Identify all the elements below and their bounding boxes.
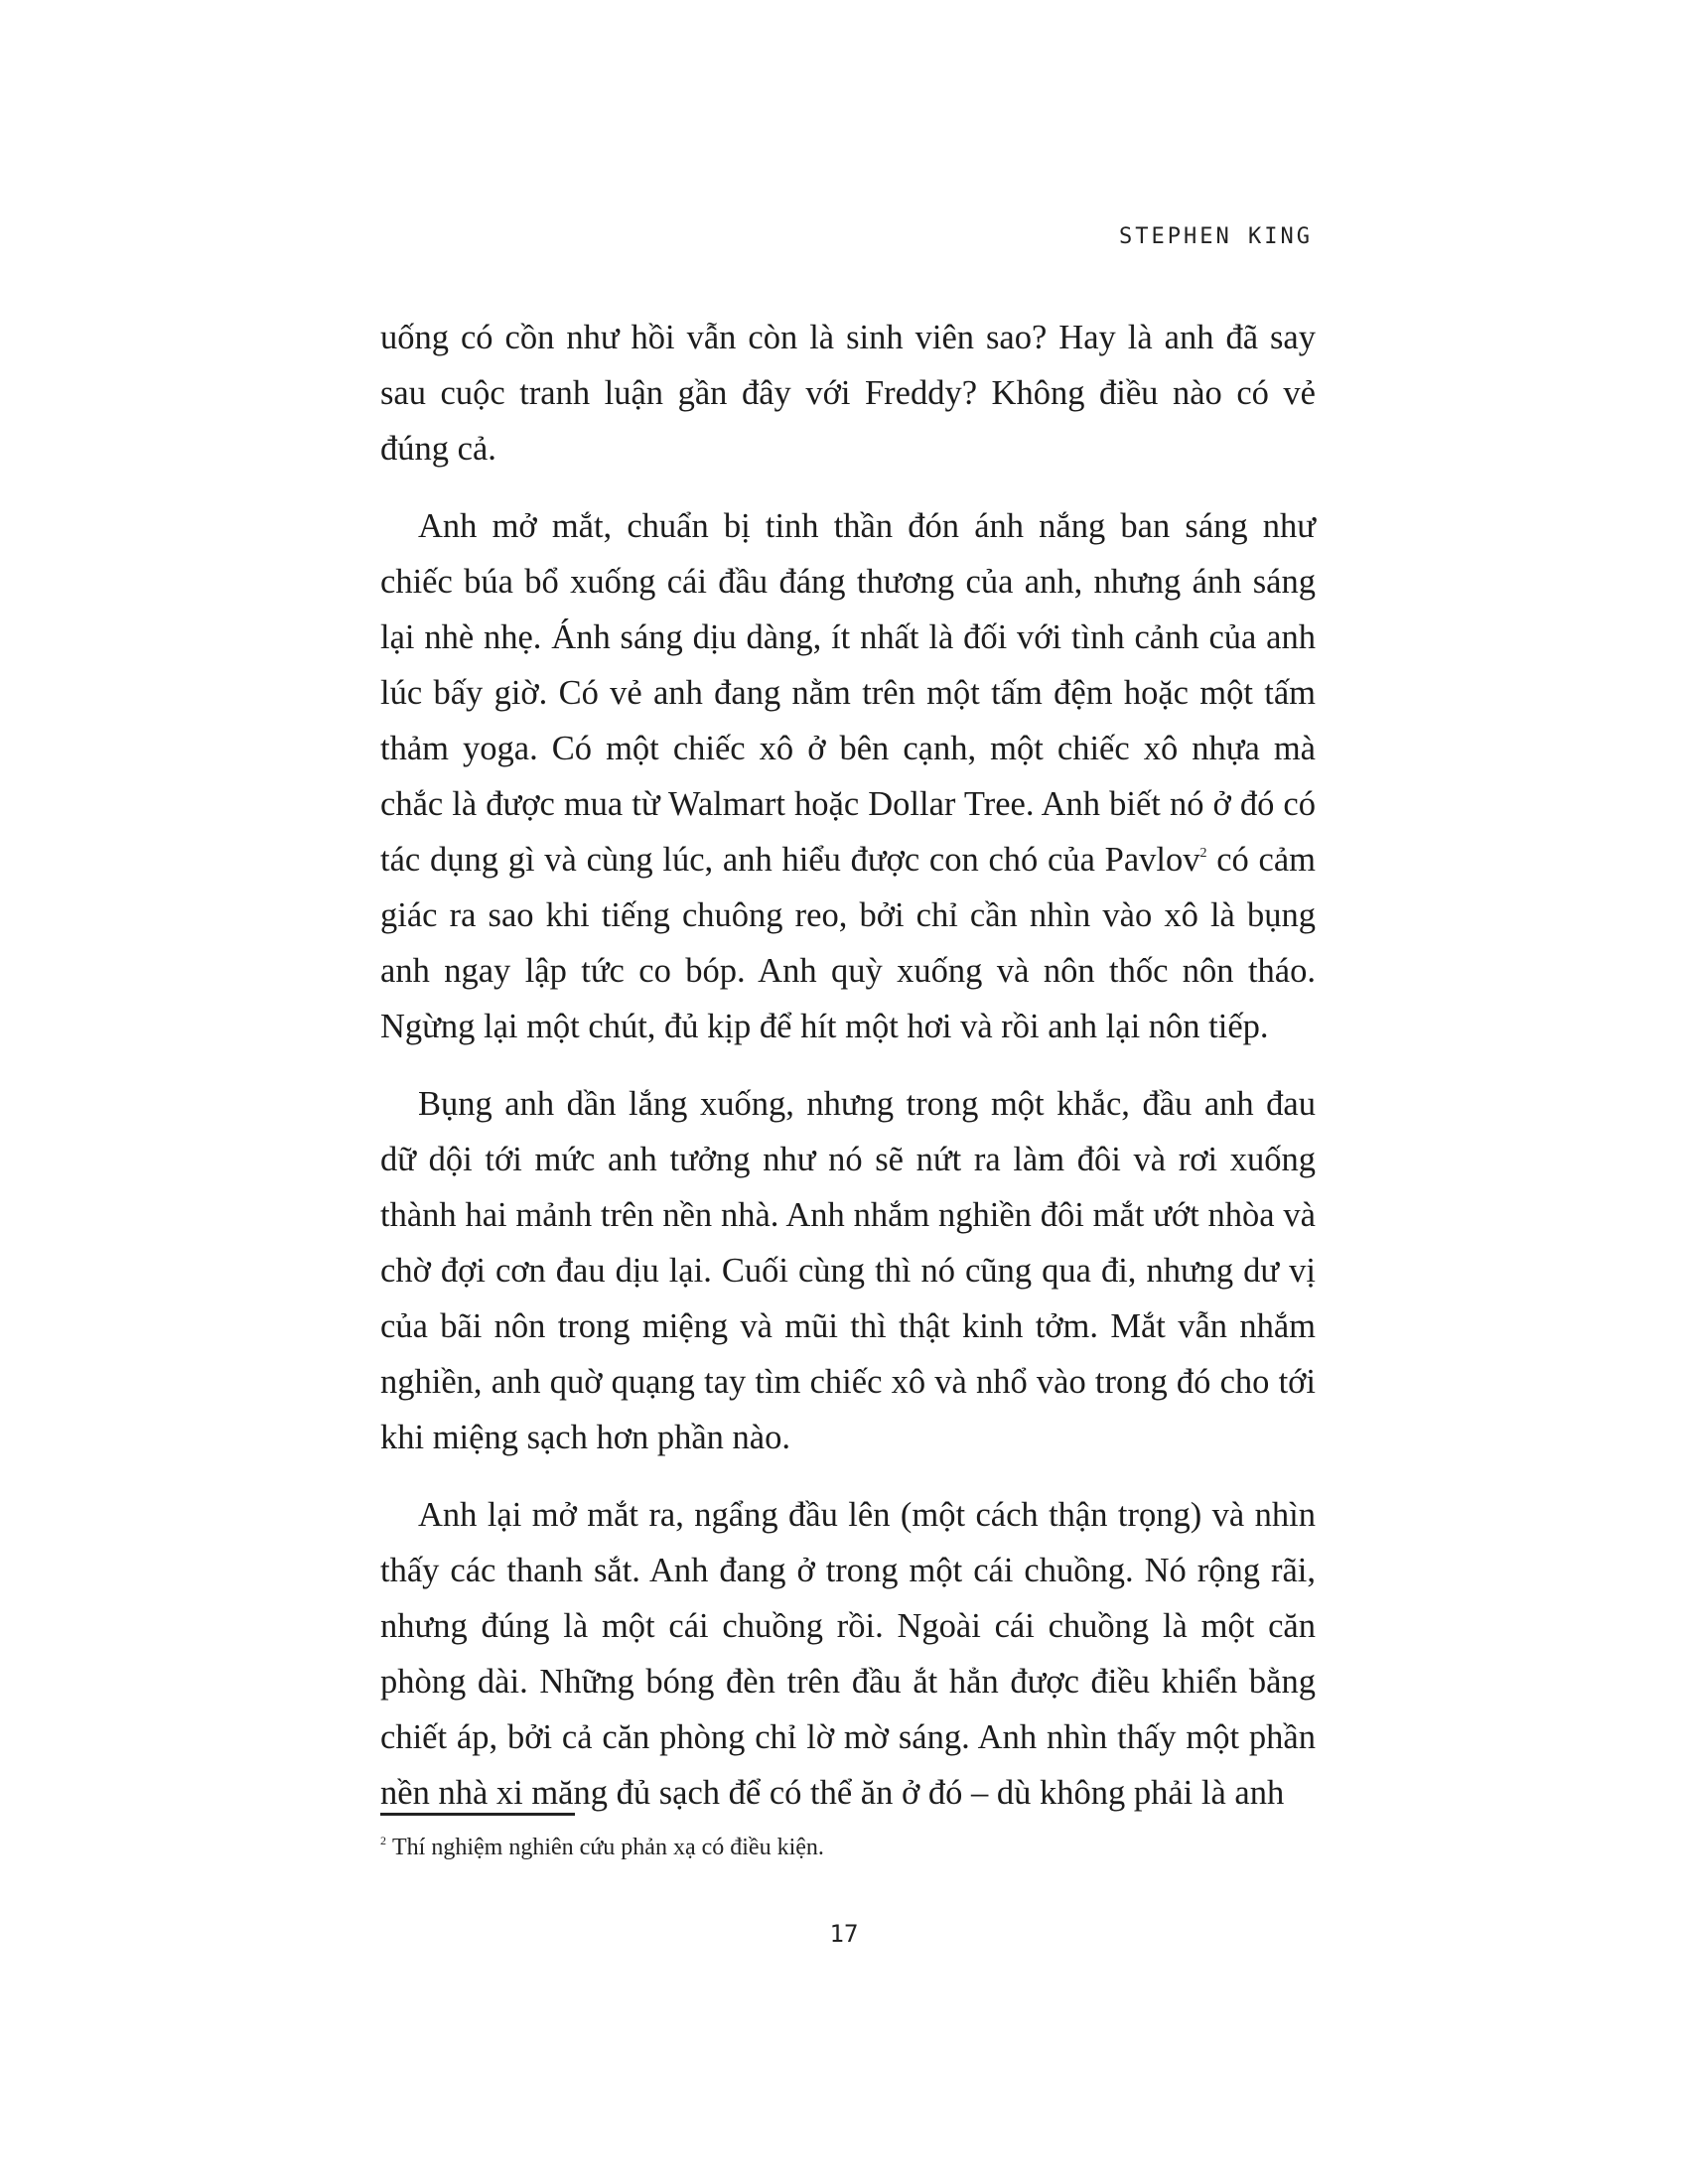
footnote-text: Thí nghiệm nghiên cứu phản xạ có điều kiện. bbox=[392, 1835, 824, 1860]
page-number: 17 bbox=[829, 1920, 859, 1948]
footnote bbox=[380, 1832, 1316, 1863]
paragraph-4: Anh lại mở mắt ra, ngẩng đầu lên (một cách thận trọng) và nhìn thấy các thanh sắt. Anh đang ở trong một cái chuồng. Nó rộng rãi, nhưng đúng là một cái chuồng rồi. Ngoài cái chuồng là một căn phòng dài. Những bóng đèn trên đầu ắt hẳn được điều khiển bằng chiết áp, bởi cả căn phòng chỉ lờ mờ sáng. Anh nhìn thấy một phần nền nhà xi măng đủ sạch để có thể ăn ở đó – dù không phải là anh bbox=[380, 1496, 1316, 1812]
body-text bbox=[380, 310, 1316, 1843]
footnote-marker: 2 bbox=[380, 1834, 386, 1847]
paragraph-2-text-a: Anh mở mắt, chuẩn bị tinh thần đón ánh nắng ban sáng như chiếc búa bổ xuống cái đầu đáng thương của anh, nhưng ánh sáng lại nhè nhẹ. Ánh sáng dịu dàng, ít nhất là đối với tình cảnh của anh lúc bấy giờ. Có vẻ anh đang nằm trên một tấm đệm hoặc một tấm thảm yoga. Có một chiếc xô ở bên cạnh, một chiếc xô nhựa mà chắc là được mua từ Walmart hoặc Dollar Tree. Anh biết nó ở đó có tác dụng gì và cùng lúc, anh hiểu được con chó của Pavlov bbox=[380, 507, 1316, 879]
footnote-divider bbox=[380, 1813, 575, 1816]
paragraph-1: uống có cồn như hồi vẫn còn là sinh viên sao? Hay là anh đã say sau cuộc tranh luận gần đây với Freddy? Không điều nào có vẻ đúng cả. bbox=[380, 319, 1316, 468]
paragraph-2-text-b: có cảm giác ra sao khi tiếng chuông reo, bởi chỉ cần nhìn vào xô là bụng anh ngay lập tức co bóp. Anh quỳ xuống và nôn thốc nôn tháo. Ngừng lại một chút, đủ kịp để hít một hơi và rồi anh lại nôn tiếp. bbox=[380, 841, 1317, 1045]
paragraph-3: Bụng anh dần lắng xuống, nhưng trong một khắc, đầu anh đau dữ dội tới mức anh tưởng như nó sẽ nứt ra làm đôi và rơi xuống thành hai mảnh trên nền nhà. Anh nhắm nghiền đôi mắt ướt nhòa và chờ đợi cơn đau dịu lại. Cuối cùng thì nó cũng qua đi, nhưng dư vị của bãi nôn trong miệng và mũi thì thật kinh tởm. Mắt vẫn nhắm nghiền, anh quờ quạng tay tìm chiếc xô và nhổ vào trong đó cho tới khi miệng sạch hơn phần nào. bbox=[380, 1085, 1316, 1456]
footnote-reference: 2 bbox=[1199, 846, 1207, 861]
running-head: STEPHEN KING bbox=[1119, 224, 1313, 249]
paragraph-2 bbox=[380, 498, 1316, 1054]
